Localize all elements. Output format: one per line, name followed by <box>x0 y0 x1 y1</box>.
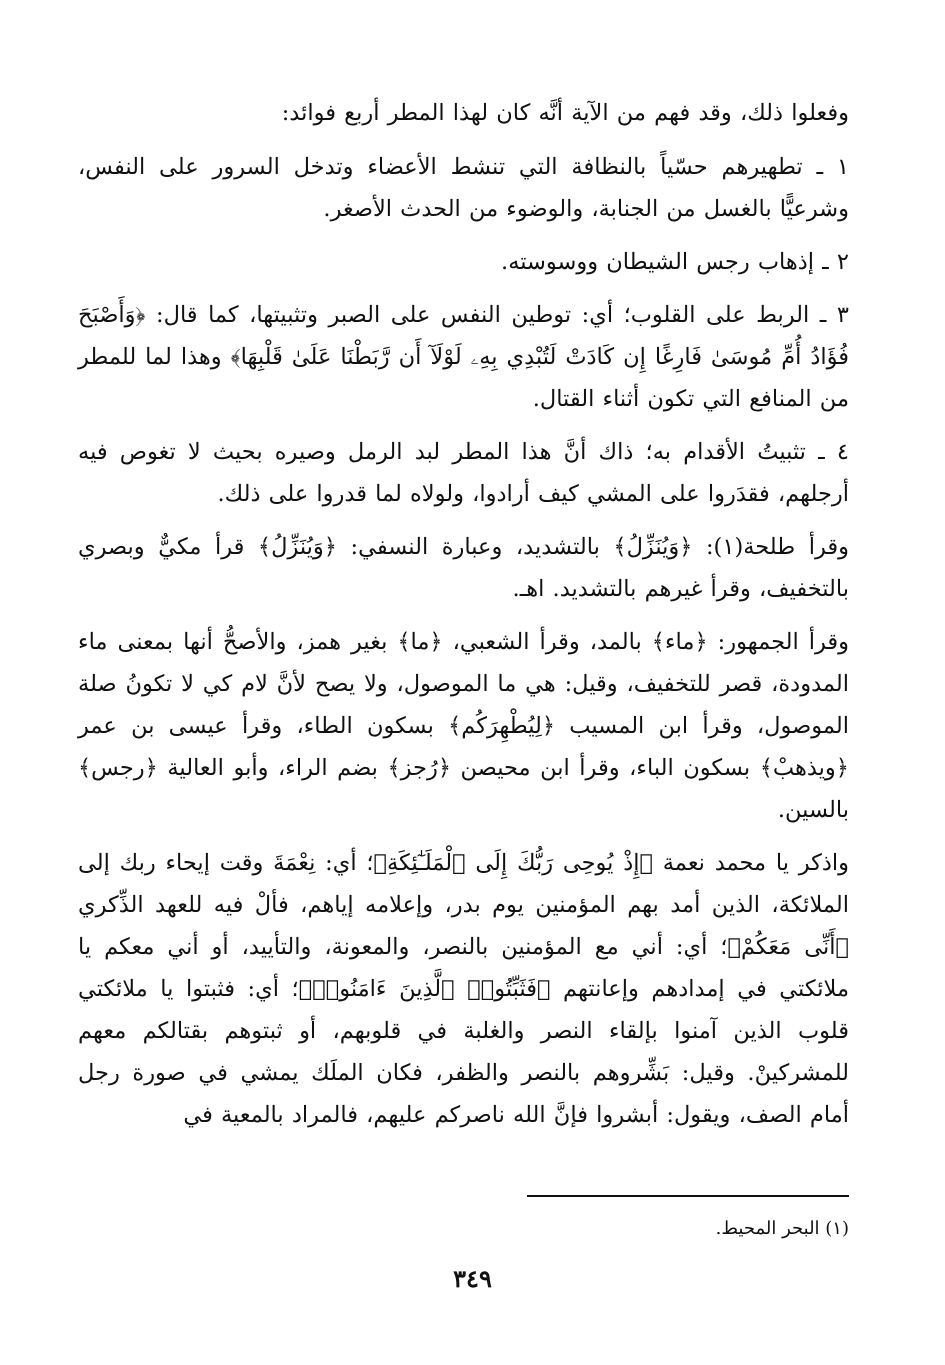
page-number: ٣٤٩ <box>453 1264 492 1293</box>
paragraph-benefit-4: ٤ ـ تثبيتُ الأقدام به؛ ذاك أنَّ هذا المطر لبد الرمل وصيره بحيث لا تغوص فيه أرجلهم، فقدَروا على المشي كيف أرادوا، ولولاه لما قدروا على ذلك. <box>78 439 849 507</box>
paragraph-benefit-2: ٢ ـ إذهاب رجس الشيطان ووسوسته. <box>501 249 849 275</box>
paragraph-reading-talha: وقرأ طلحة(١): ﴿وَيُنَزِّلُ﴾ بالتشديد، وعبارة النسفي: ﴿وَيُنَزِّلُ﴾ قرأ مكيٌّ وبصري بالتخفيف، وقرأ غيرهم بالتشديد. اهـ. <box>78 534 849 602</box>
paragraph-benefit-3: ٣ ـ الربط على القلوب؛ أي: توطين النفس على الصبر وتثبيتها، كما قال: ﴿وَأَصْبَحَ فُؤَادُ أُمِّ مُوسَىٰ فَارِغًا إِن كَادَتْ لَتُبْدِي بِهِۦ لَوْلَآ أَن رَّبَطْنَا عَلَىٰ قَلْبِهَا﴾ وهذا لما للمطر من المنافع التي تكون أثناء القتال. <box>78 302 849 412</box>
footnote: (١) البحر المحيط. <box>715 1218 849 1239</box>
paragraph-benefit-1: ١ ـ تطهيرهم حسّياً بالنظافة التي تنشط الأعضاء وتدخل السرور على النفس، وشرعيًّا بالغسل من الجنابة، والوضوء من الحدث الأصغر. <box>78 154 849 222</box>
paragraph-intro: وفعلوا ذلك، وقد فهم من الآية أنَّه كان لهذا المطر أربع فوائد: <box>281 100 849 126</box>
footnote-divider <box>527 1195 849 1197</box>
body-text <box>78 92 849 1136</box>
paragraph-remember: واذكر يا محمد نعمة ﴿إِذْ يُوحِى رَبُّكَ إِلَى ٱلْمَلَـٰٓئِكَةِ﴾؛ أي: نِعْمَةَ وقت إيحاء ربك إلى الملائكة، الذين أمد بهم المؤمنين يوم بدر، وإعلامه إياهم، فألْ فيه للعهد الذِّكري ﴿أَنِّى مَعَكُمْ﴾؛ أي: أني مع المؤمنين بالنصر، والمعونة، والتأييد، أو أني معكم يا ملائكتي في إمدادهم وإعانتهم ﴿فَثَبِّتُوا۟ ٱلَّذِينَ ءَامَنُوا۟﴾؛ أي: فثبتوا يا ملائكتي قلوب الذين آمنوا بإلقاء النصر والغلبة في قلوبهم، أو ثبتوهم بقتالكم معهم للمشركينْ. وقيل: بَشِّروهم بالنصر والظفر، فكان الملَك يمشي في صورة رجل أمام الصف، ويقول: أبشروا فإنَّ الله ناصركم عليهم، فالمراد بالمعية في <box>78 850 849 1128</box>
paragraph-reading-majority: وقرأ الجمهور: ﴿ماء﴾ بالمد، وقرأ الشعبي، ﴿ما﴾ بغير همز، والأصحُّ أنها بمعنى ماء المدودة، قصر للتخفيف، وقيل: هي ما الموصول، ولا يصح لأنَّ لام كي لا تكونُ صلة الموصول، وقرأ ابن المسيب ﴿لِيُطْهِرَكُم﴾ بسكون الطاء، وقرأ عيسى بن عمر ﴿ويذهبْ﴾ بسكون الباء، وقرأ ابن محيصن ﴿رُجز﴾ بضم الراء، وأبو العالية ﴿رجس﴾ بالسين. <box>78 629 849 823</box>
